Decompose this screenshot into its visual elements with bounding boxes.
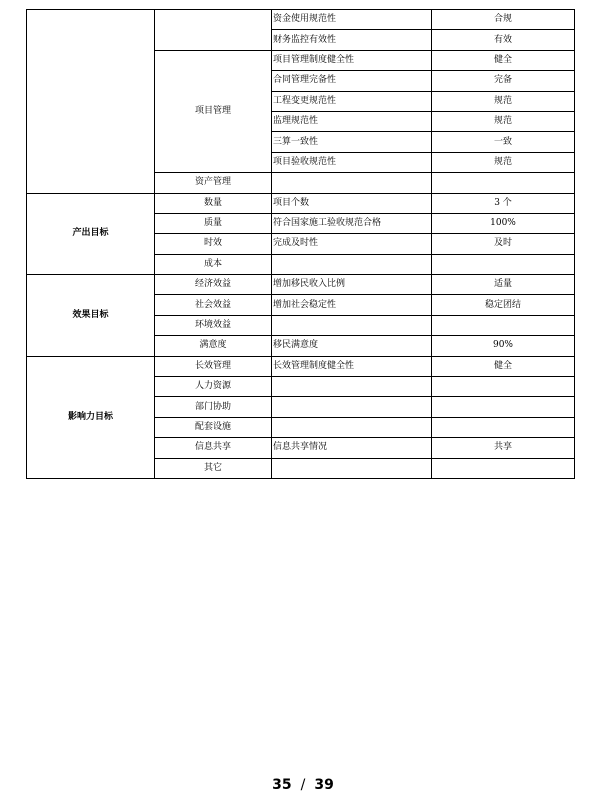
value-cell: 合规 — [432, 10, 575, 30]
subcategory-cell-asset-management: 资产管理 — [155, 173, 272, 193]
value-cell: 健全 — [432, 356, 575, 376]
subcategory-cell: 其它 — [155, 458, 272, 478]
subcategory-cell: 社会效益 — [155, 295, 272, 315]
subcategory-cell: 时效 — [155, 234, 272, 254]
value-cell: 及时 — [432, 234, 575, 254]
subcategory-cell: 数量 — [155, 193, 272, 213]
indicator-cell — [272, 397, 432, 417]
indicator-cell — [272, 417, 432, 437]
value-cell: 规范 — [432, 111, 575, 131]
subcategory-cell-project-management: 项目管理 — [155, 50, 272, 172]
category-cell-impact: 影响力目标 — [27, 356, 155, 478]
total-pages: 39 — [314, 777, 334, 793]
subcategory-cell — [155, 10, 272, 51]
indicator-cell — [272, 315, 432, 335]
page-number — [0, 777, 606, 793]
category-cell-effect: 效果目标 — [27, 275, 155, 357]
indicator-cell: 合同管理完备性 — [272, 71, 432, 91]
value-cell: 一致 — [432, 132, 575, 152]
performance-indicator-table — [26, 9, 575, 479]
indicator-cell — [272, 254, 432, 274]
value-cell: 共享 — [432, 438, 575, 458]
indicator-cell: 增加移民收入比例 — [272, 275, 432, 295]
value-cell: 规范 — [432, 152, 575, 172]
subcategory-cell: 人力资源 — [155, 377, 272, 397]
table-row — [27, 275, 575, 295]
indicator-cell: 信息共享情况 — [272, 438, 432, 458]
value-cell — [432, 254, 575, 274]
subcategory-cell: 部门协助 — [155, 397, 272, 417]
value-cell: 有效 — [432, 30, 575, 50]
value-cell: 90% — [432, 336, 575, 356]
indicator-cell: 项目个数 — [272, 193, 432, 213]
indicator-cell: 项目管理制度健全性 — [272, 50, 432, 70]
value-cell — [432, 458, 575, 478]
value-cell: 规范 — [432, 91, 575, 111]
value-cell — [432, 397, 575, 417]
indicator-cell: 项目验收规范性 — [272, 152, 432, 172]
value-cell: 3 个 — [432, 193, 575, 213]
subcategory-cell: 配套设施 — [155, 417, 272, 437]
subcategory-cell: 成本 — [155, 254, 272, 274]
table-row — [27, 356, 575, 376]
value-cell — [432, 173, 575, 193]
subcategory-cell: 质量 — [155, 213, 272, 233]
indicator-cell: 工程变更规范性 — [272, 91, 432, 111]
table-row — [27, 193, 575, 213]
value-cell — [432, 377, 575, 397]
page-separator: / — [300, 777, 306, 793]
indicator-cell: 移民满意度 — [272, 336, 432, 356]
indicator-cell: 监理规范性 — [272, 111, 432, 131]
value-cell: 100% — [432, 213, 575, 233]
indicator-cell — [272, 458, 432, 478]
subcategory-cell: 满意度 — [155, 336, 272, 356]
value-cell — [432, 315, 575, 335]
indicator-cell: 完成及时性 — [272, 234, 432, 254]
value-cell: 健全 — [432, 50, 575, 70]
subcategory-cell: 环境效益 — [155, 315, 272, 335]
value-cell — [432, 417, 575, 437]
indicator-cell: 增加社会稳定性 — [272, 295, 432, 315]
table-row — [27, 10, 575, 30]
subcategory-cell: 长效管理 — [155, 356, 272, 376]
subcategory-cell: 经济效益 — [155, 275, 272, 295]
category-cell-output: 产出目标 — [27, 193, 155, 275]
indicator-cell: 资金使用规范性 — [272, 10, 432, 30]
indicator-cell: 长效管理制度健全性 — [272, 356, 432, 376]
value-cell: 完备 — [432, 71, 575, 91]
category-cell — [27, 10, 155, 194]
subcategory-cell: 信息共享 — [155, 438, 272, 458]
value-cell: 稳定团结 — [432, 295, 575, 315]
indicator-cell: 财务监控有效性 — [272, 30, 432, 50]
indicator-cell — [272, 173, 432, 193]
value-cell: 适量 — [432, 275, 575, 295]
indicator-cell: 符合国家施工验收规范合格 — [272, 213, 432, 233]
indicator-cell: 三算一致性 — [272, 132, 432, 152]
indicator-cell — [272, 377, 432, 397]
current-page: 35 — [272, 777, 292, 793]
